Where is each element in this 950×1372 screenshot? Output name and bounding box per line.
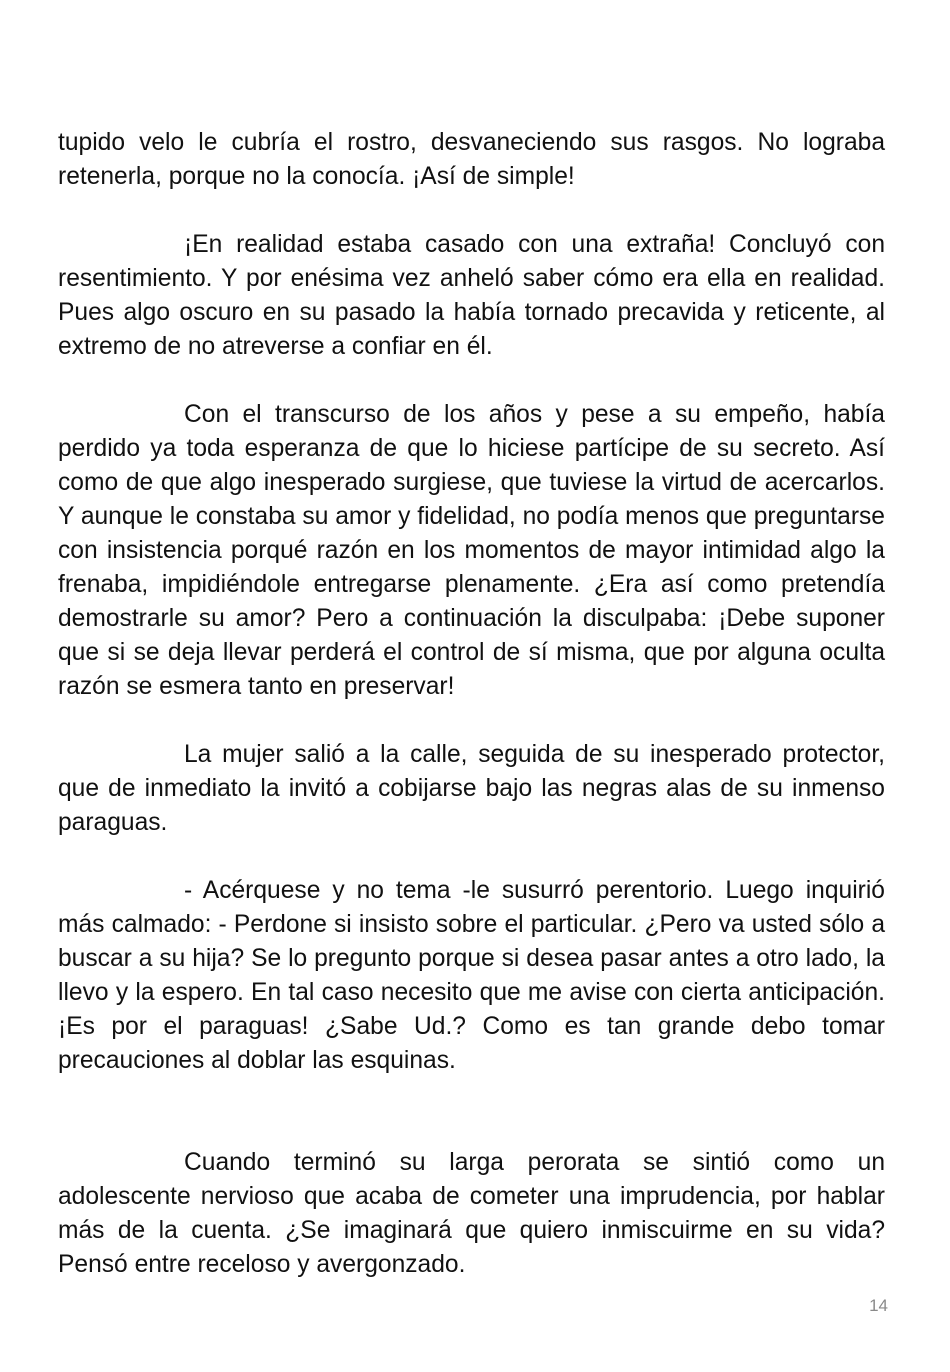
page-body: [58, 126, 885, 1282]
paragraph-street: La mujer salió a la calle, seguida de su inesperado protector, que de inmediato la invitó a cobijarse bajo las negras alas de su inmenso paraguas.: [58, 741, 885, 836]
paragraph-continuation: tupido velo le cubría el rostro, desvaneciendo sus rasgos. No lograba retenerla, porque no la conocía. ¡Así de simple!: [58, 129, 885, 190]
paragraph-secret: Con el transcurso de los años y pese a su empeño, había perdido ya toda esperanza de que lo hiciese partícipe de su secreto. Así como de que algo inesperado surgiese, que tuviese la virtud de acercarlos. Y aunque le constaba su amor y fidelidad, no podía menos que preguntarse con insistencia porqué razón en los momentos de mayor intimidad algo la frenaba, impidiéndole entregarse plenamente. ¿Era así como pretendía demostrarle su amor? Pero a continuación la disculpaba: ¡Debe suponer que si se deja llevar perderá el control de sí misma, que por alguna oculta razón se esmera tanto en preservar!: [58, 401, 885, 700]
page-number: 14: [869, 1296, 888, 1315]
paragraph-dialogue: - Acérquese y no tema -le susurró perentorio. Luego inquirió más calmado: - Perdone si insisto sobre el particular. ¿Pero va usted sólo a buscar a su hija? Se lo pregunto porque si desea pasar antes a otro lado, la llevo y la espero. En tal caso necesito que me avise con cierta anticipación. ¡Es por el paraguas! ¿Sabe Ud.? Como es tan grande debo tomar precauciones al doblar las esquinas.: [58, 877, 885, 1074]
paragraph-stranger: ¡En realidad estaba casado con una extraña! Concluyó con resentimiento. Y por enésima vez anheló saber cómo era ella en realidad. Pues algo oscuro en su pasado la había tornado precavida y reticente, al extremo de no atreverse a confiar en él.: [58, 231, 885, 360]
paragraph-ending: Cuando terminó su larga perorata se sintió como un adolescente nervioso que acaba de cometer una imprudencia, por hablar más de la cuenta. ¿Se imaginará que quiero inmiscuirme en su vida? Pensó entre receloso y avergonzado.: [58, 1149, 885, 1278]
